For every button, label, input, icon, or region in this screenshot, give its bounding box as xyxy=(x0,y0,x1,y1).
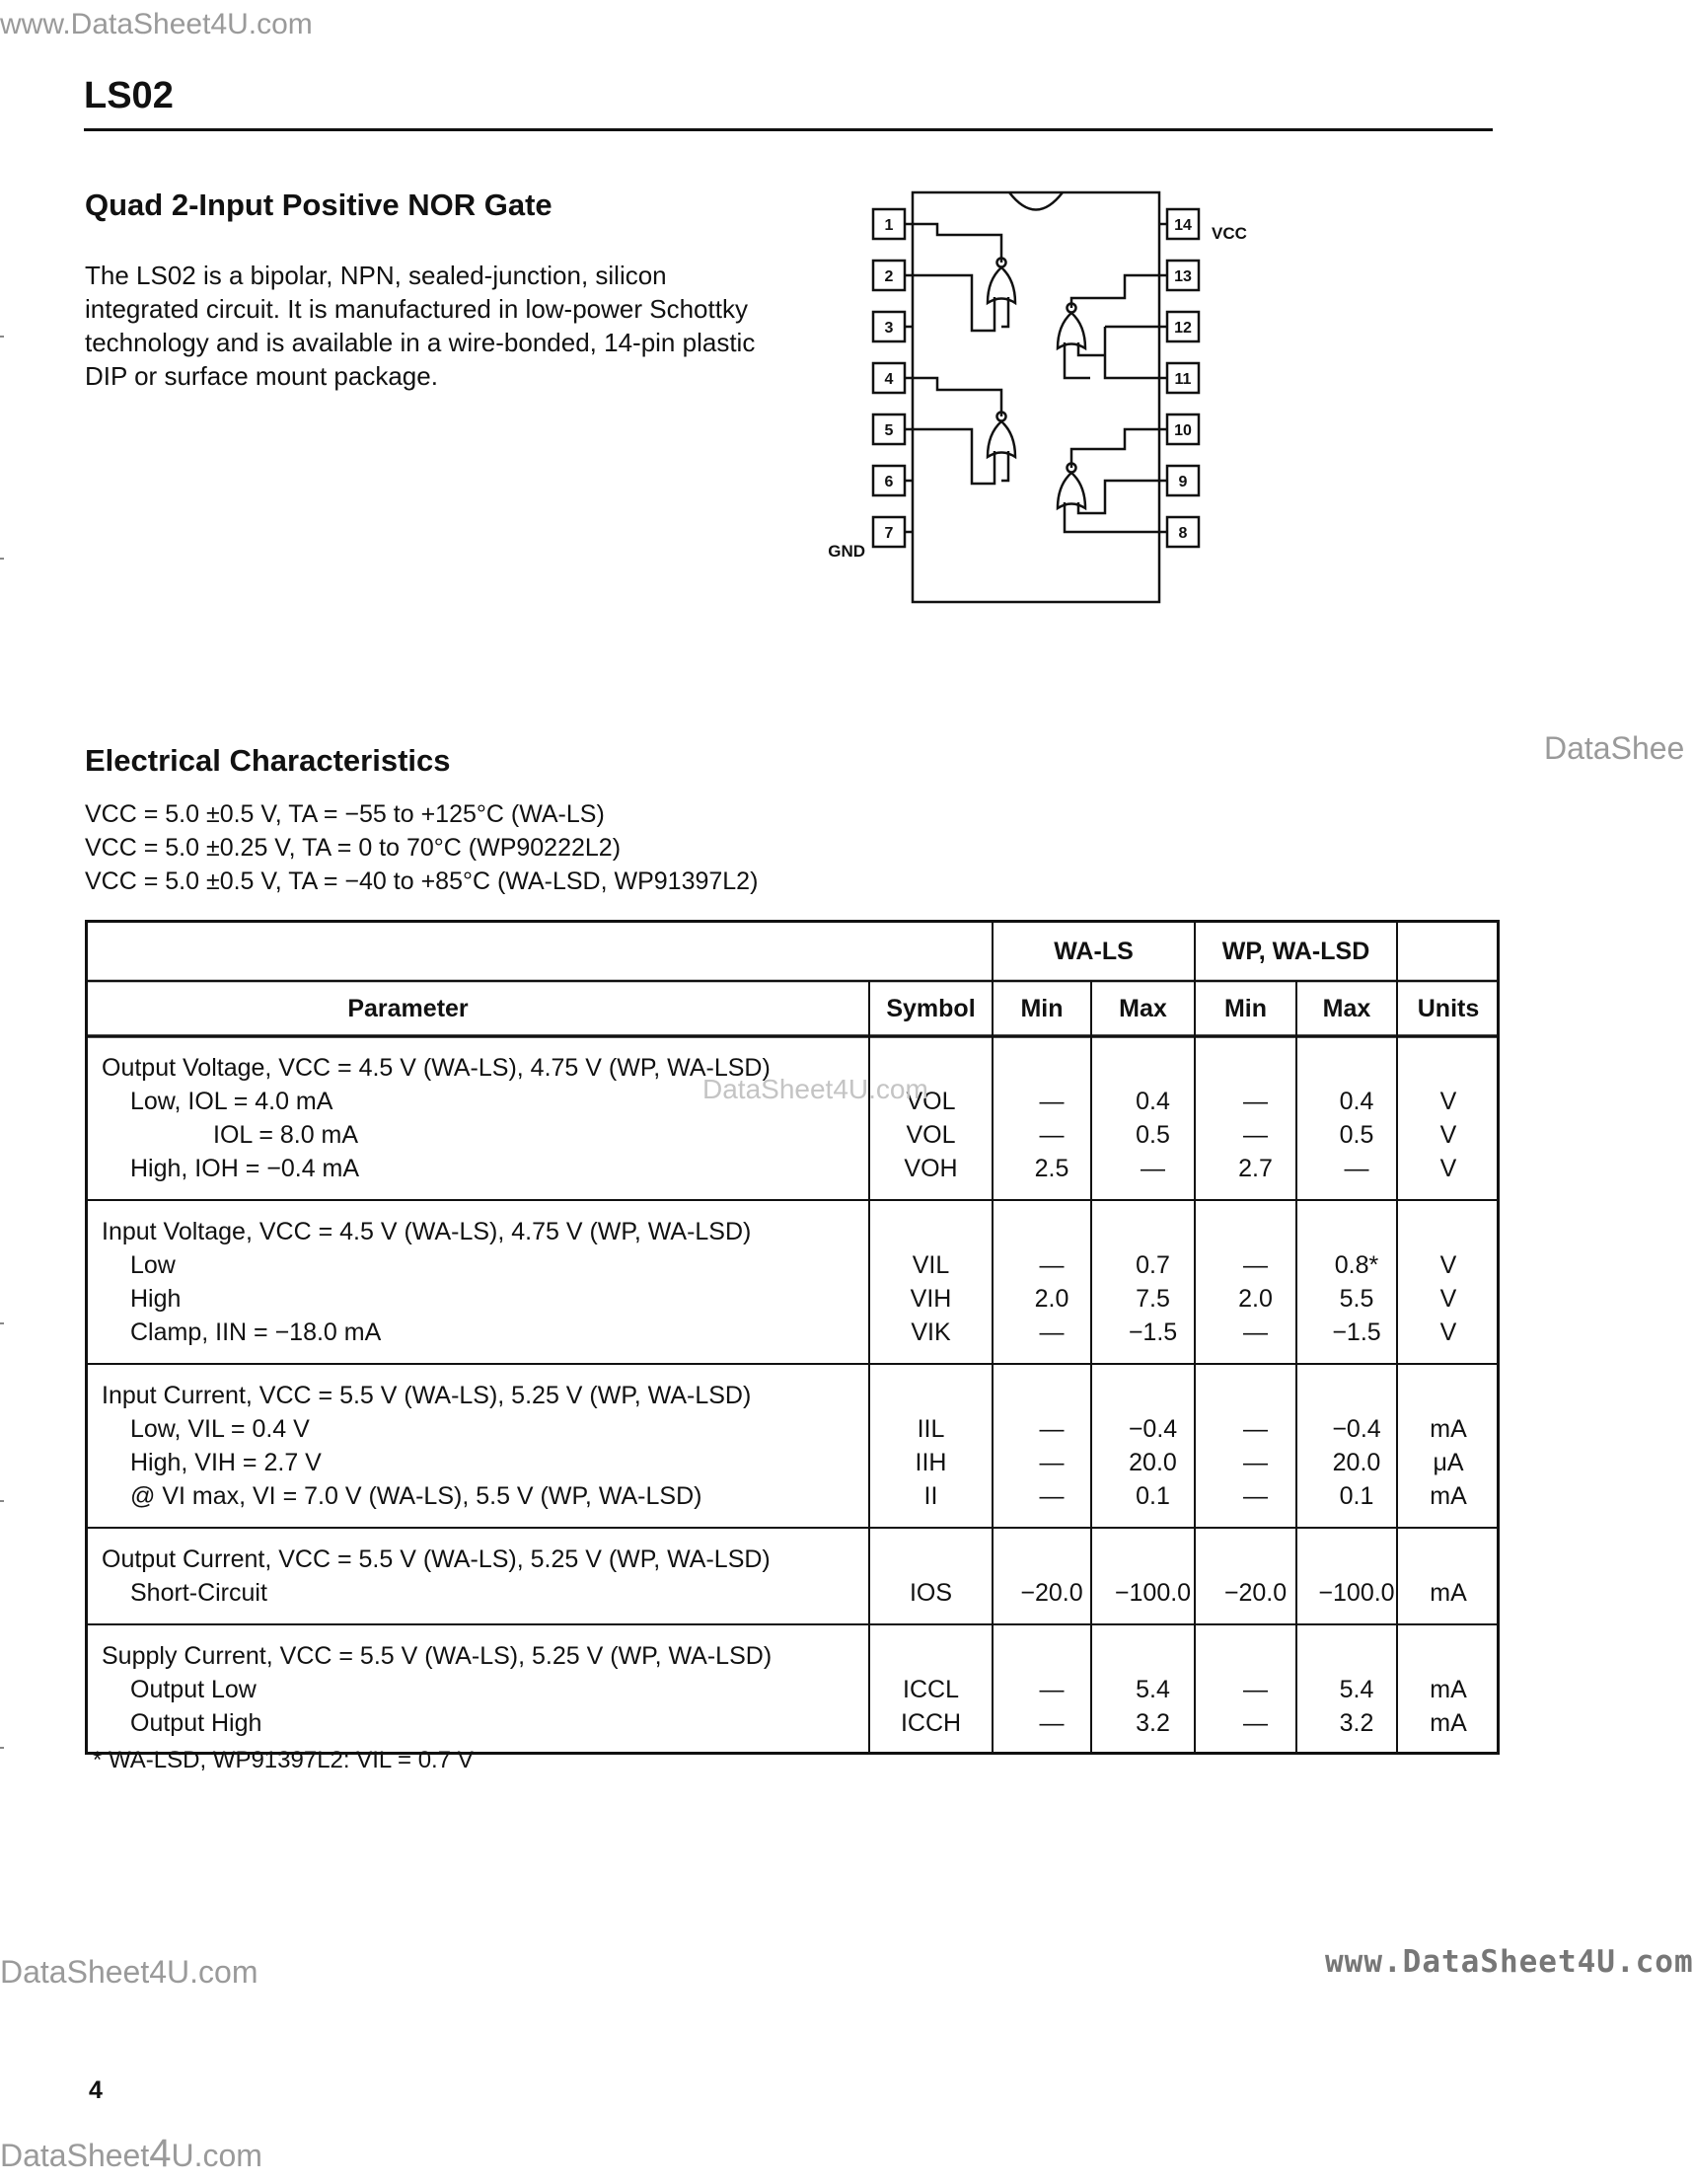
wa-ls-max-cell: −0.4 xyxy=(1128,1415,1178,1443)
parameter-label: High, VIH = 2.7 V xyxy=(130,1449,322,1476)
wp-max-cell: — xyxy=(1344,1155,1369,1182)
group-heading: Input Voltage, VCC = 4.5 V (WA-LS), 4.75 V (WP, WA-LSD) xyxy=(102,1218,752,1245)
wa-ls-min-cell: — xyxy=(1039,1415,1065,1443)
wa-ls-min-cell: — xyxy=(1039,1482,1065,1510)
wp-min-cell: 2.0 xyxy=(1238,1285,1273,1313)
gate-input-wire xyxy=(1078,481,1159,513)
wp-max-cell: 5.5 xyxy=(1339,1285,1374,1313)
parameter-label: IOL = 8.0 mA xyxy=(213,1121,359,1149)
symbol-cell: IOS xyxy=(909,1579,953,1607)
pin-number: 1 xyxy=(884,217,894,234)
gate-output-wire xyxy=(913,378,1001,416)
column-header: Units xyxy=(1417,995,1480,1022)
gate-body xyxy=(988,421,1015,457)
watermark-bottom-suffix: U.com xyxy=(171,2138,262,2173)
units-cell: V xyxy=(1439,1285,1457,1313)
nor-gate-b xyxy=(1058,275,1159,378)
footnote: * WA-LSD, WP91397L2: VIL = 0.7 V xyxy=(93,1747,474,1773)
parameter-label: Low, IOL = 4.0 mA xyxy=(130,1088,333,1115)
gate-input-wire xyxy=(913,275,994,331)
pin-6 xyxy=(873,466,913,495)
gate-output-wire xyxy=(1071,275,1159,308)
wp-max-cell: 0.4 xyxy=(1339,1088,1374,1115)
wa-ls-max-cell: 3.2 xyxy=(1136,1709,1170,1737)
units-cell: mA xyxy=(1430,1579,1467,1607)
wp-min-cell: — xyxy=(1243,1676,1268,1703)
wp-max-cell: −1.5 xyxy=(1332,1318,1381,1346)
symbol-cell: II xyxy=(923,1482,938,1510)
pin-10 xyxy=(1159,414,1199,444)
pin-number: 10 xyxy=(1174,422,1192,439)
wp-max-cell: −100.0 xyxy=(1318,1579,1395,1607)
wp-max-cell: 5.4 xyxy=(1339,1676,1374,1703)
units-cell: V xyxy=(1439,1318,1457,1346)
nor-gate-d xyxy=(1058,429,1159,532)
units-cell: V xyxy=(1439,1155,1457,1182)
wp-min-cell: 2.7 xyxy=(1238,1155,1273,1182)
pin-number: 8 xyxy=(1178,525,1188,542)
parameter-label: Short-Circuit xyxy=(130,1579,267,1607)
test-conditions xyxy=(85,797,758,898)
column-header: Parameter xyxy=(347,995,469,1022)
wa-ls-max-cell: 0.5 xyxy=(1136,1121,1170,1149)
symbol-cell: IIL xyxy=(917,1415,945,1443)
symbol-cell: VIH xyxy=(910,1285,952,1313)
parameter-label: @ VI max, VI = 7.0 V (WA-LS), 5.5 V (WP, WA-LSD) xyxy=(130,1482,702,1510)
parameter-label: Output Low xyxy=(130,1676,257,1703)
watermark-bottom xyxy=(0,2132,262,2176)
margin-mark xyxy=(0,336,4,338)
symbol-cell: ICCH xyxy=(900,1709,962,1737)
condition-line: VCC = 5.0 ±0.5 V, TA = −55 to +125°C (WA-LS) xyxy=(85,800,605,828)
pin-14 xyxy=(1159,209,1199,239)
parameter-label: High, IOH = −0.4 mA xyxy=(130,1155,360,1182)
symbol-cell: VOH xyxy=(904,1155,958,1182)
wa-ls-min-cell: −20.0 xyxy=(1020,1579,1083,1607)
wp-min-cell: — xyxy=(1243,1251,1268,1279)
wa-ls-min-cell: — xyxy=(1039,1088,1065,1115)
wa-ls-min-cell: — xyxy=(1039,1709,1065,1737)
wp-max-cell: 3.2 xyxy=(1339,1709,1374,1737)
pin-13 xyxy=(1159,261,1199,290)
gate-input-wire xyxy=(1001,451,1008,481)
pin-1 xyxy=(873,209,913,239)
margin-mark xyxy=(0,558,4,560)
wa-ls-max-cell: 7.5 xyxy=(1136,1285,1170,1313)
symbol-cell: VIL xyxy=(912,1251,950,1279)
pin-number: 14 xyxy=(1174,217,1192,234)
pin-3 xyxy=(873,312,913,341)
gate-body xyxy=(1058,473,1085,508)
condition-line: VCC = 5.0 ±0.5 V, TA = −40 to +85°C (WA-LSD, WP91397L2) xyxy=(85,867,759,895)
group-header-wp-wa-lsd: WP, WA-LSD xyxy=(1221,938,1370,965)
pin-number: 9 xyxy=(1178,474,1188,490)
wp-min-cell: — xyxy=(1243,1415,1268,1443)
parameter-label: Output High xyxy=(130,1709,262,1737)
pin-number: 12 xyxy=(1174,320,1192,337)
page-id: LS02 xyxy=(84,75,174,116)
electrical-characteristics-title: Electrical Characteristics xyxy=(85,743,451,778)
wa-ls-min-cell: — xyxy=(1039,1251,1065,1279)
wp-min-cell: −20.0 xyxy=(1223,1579,1288,1607)
pin-7 xyxy=(873,517,913,547)
pin-number: 6 xyxy=(884,474,894,490)
watermark-bottom-prefix: DataSheet xyxy=(0,2138,150,2173)
wa-ls-min-cell: — xyxy=(1039,1676,1065,1703)
pin-number: 7 xyxy=(884,525,894,542)
wa-ls-min-cell: — xyxy=(1039,1449,1065,1476)
pin-4 xyxy=(873,363,913,393)
margin-mark xyxy=(0,1500,4,1502)
column-header: Symbol xyxy=(886,995,976,1022)
page-number: 4 xyxy=(89,2076,103,2104)
pin-number: 2 xyxy=(884,268,894,285)
pin-12 xyxy=(1159,312,1199,341)
electrical-characteristics-table xyxy=(85,920,1500,1755)
watermark-bottom-digit: 4 xyxy=(149,2132,172,2175)
nor-gate-a xyxy=(913,224,1015,331)
wa-ls-max-cell: 20.0 xyxy=(1129,1449,1177,1476)
wa-ls-max-cell: — xyxy=(1141,1155,1165,1182)
units-cell: V xyxy=(1439,1088,1457,1115)
pin-9 xyxy=(1159,466,1199,495)
group-heading: Output Voltage, VCC = 4.5 V (WA-LS), 4.75 V (WP, WA-LSD) xyxy=(102,1054,771,1082)
pin-8 xyxy=(1159,517,1199,547)
symbol-cell: IIH xyxy=(915,1449,947,1476)
watermark-footer-right: www.DataSheet4U.com xyxy=(1325,1944,1694,1980)
wa-ls-min-cell: — xyxy=(1039,1318,1065,1346)
group-heading: Input Current, VCC = 5.5 V (WA-LS), 5.25 V (WP, WA-LSD) xyxy=(102,1382,752,1409)
wp-max-cell: 0.5 xyxy=(1339,1121,1374,1149)
wp-max-cell: 0.1 xyxy=(1339,1482,1374,1510)
pin-number: 4 xyxy=(884,371,894,388)
units-cell: V xyxy=(1439,1251,1457,1279)
gate-input-wire xyxy=(1001,297,1008,327)
pin-number: 5 xyxy=(884,422,894,439)
pin-number: 3 xyxy=(884,320,894,337)
condition-line: VCC = 5.0 ±0.25 V, TA = 0 to 70°C (WP90222L2) xyxy=(85,834,622,862)
pin-number: 11 xyxy=(1174,371,1192,388)
group-heading: Output Current, VCC = 5.5 V (WA-LS), 5.25 V (WP, WA-LSD) xyxy=(102,1545,771,1573)
wp-min-cell: — xyxy=(1243,1709,1268,1737)
intro-paragraph: The LS02 is a bipolar, NPN, sealed-junction, silicon integrated circuit. It is manufactured in low-power Schottky technology and is available in a wire-bonded, 14-pin plastic DIP or surface mount package. xyxy=(85,261,756,391)
wa-ls-min-cell: 2.5 xyxy=(1034,1155,1069,1182)
watermark-header-url: www.DataSheet4U.com xyxy=(0,8,313,40)
header-rule xyxy=(84,128,1493,131)
gnd-label: GND xyxy=(828,542,865,561)
watermark-right: DataShee xyxy=(1544,730,1685,766)
gate-body xyxy=(988,267,1015,303)
parameter-label: Low xyxy=(130,1251,176,1279)
parameter-label: High xyxy=(130,1285,182,1313)
margin-mark xyxy=(0,1747,4,1749)
gate-input-wire xyxy=(1078,327,1159,378)
wp-min-cell: — xyxy=(1243,1482,1268,1510)
wp-max-cell: 20.0 xyxy=(1332,1449,1381,1476)
watermark-footer-left: DataSheet4U.com xyxy=(0,1954,258,1990)
wa-ls-min-cell: — xyxy=(1039,1121,1065,1149)
wa-ls-min-cell: 2.0 xyxy=(1034,1285,1069,1313)
symbol-cell: VIK xyxy=(911,1318,951,1346)
wp-min-cell: — xyxy=(1243,1088,1268,1115)
wa-ls-max-cell: −1.5 xyxy=(1128,1318,1178,1346)
pin-2 xyxy=(873,261,913,290)
symbol-cell: ICCL xyxy=(903,1676,959,1703)
wa-ls-max-cell: −100.0 xyxy=(1114,1579,1192,1607)
watermark-table-overlay: DataSheet4U.com xyxy=(702,1074,928,1104)
wa-ls-max-cell: 0.1 xyxy=(1136,1482,1170,1510)
wa-ls-max-cell: 0.7 xyxy=(1136,1251,1170,1279)
gate-body xyxy=(1058,313,1085,348)
units-cell: mA xyxy=(1430,1482,1467,1510)
units-cell: V xyxy=(1439,1121,1457,1149)
section-title: Quad 2-Input Positive NOR Gate xyxy=(85,188,552,222)
units-cell: mA xyxy=(1430,1709,1467,1737)
parameter-label: Low, VIL = 0.4 V xyxy=(130,1415,310,1443)
gate-output-wire xyxy=(913,224,1001,263)
pin-5 xyxy=(873,414,913,444)
gate-input-wire xyxy=(913,429,994,484)
column-header: Max xyxy=(1119,995,1167,1022)
wp-max-cell: 0.8* xyxy=(1334,1251,1379,1279)
units-cell: mA xyxy=(1430,1415,1467,1443)
wp-min-cell: — xyxy=(1243,1449,1268,1476)
wp-max-cell: −0.4 xyxy=(1332,1415,1381,1443)
column-header: Max xyxy=(1322,995,1371,1022)
pin-11 xyxy=(1159,363,1199,393)
pinout-diagram xyxy=(819,188,1247,612)
vcc-label: VCC xyxy=(1212,224,1247,243)
nor-gate-c xyxy=(913,378,1015,484)
gate-output-wire xyxy=(1071,429,1159,468)
wa-ls-max-cell: 5.4 xyxy=(1136,1676,1170,1703)
symbol-cell: VOL xyxy=(906,1088,956,1115)
wa-ls-max-cell: 0.4 xyxy=(1136,1088,1170,1115)
margin-mark xyxy=(0,1322,4,1324)
pin-number: 13 xyxy=(1174,268,1192,285)
group-header-wa-ls: WA-LS xyxy=(1054,938,1134,965)
units-cell: mA xyxy=(1430,1676,1467,1703)
group-heading: Supply Current, VCC = 5.5 V (WA-LS), 5.25 V (WP, WA-LSD) xyxy=(102,1642,773,1670)
column-header: Min xyxy=(1020,995,1064,1022)
wp-min-cell: — xyxy=(1243,1318,1268,1346)
units-cell: μA xyxy=(1433,1449,1464,1476)
column-header: Min xyxy=(1223,995,1268,1022)
parameter-label: Clamp, IIN = −18.0 mA xyxy=(130,1318,382,1346)
wp-min-cell: — xyxy=(1243,1121,1268,1149)
symbol-cell: VOL xyxy=(906,1121,956,1149)
